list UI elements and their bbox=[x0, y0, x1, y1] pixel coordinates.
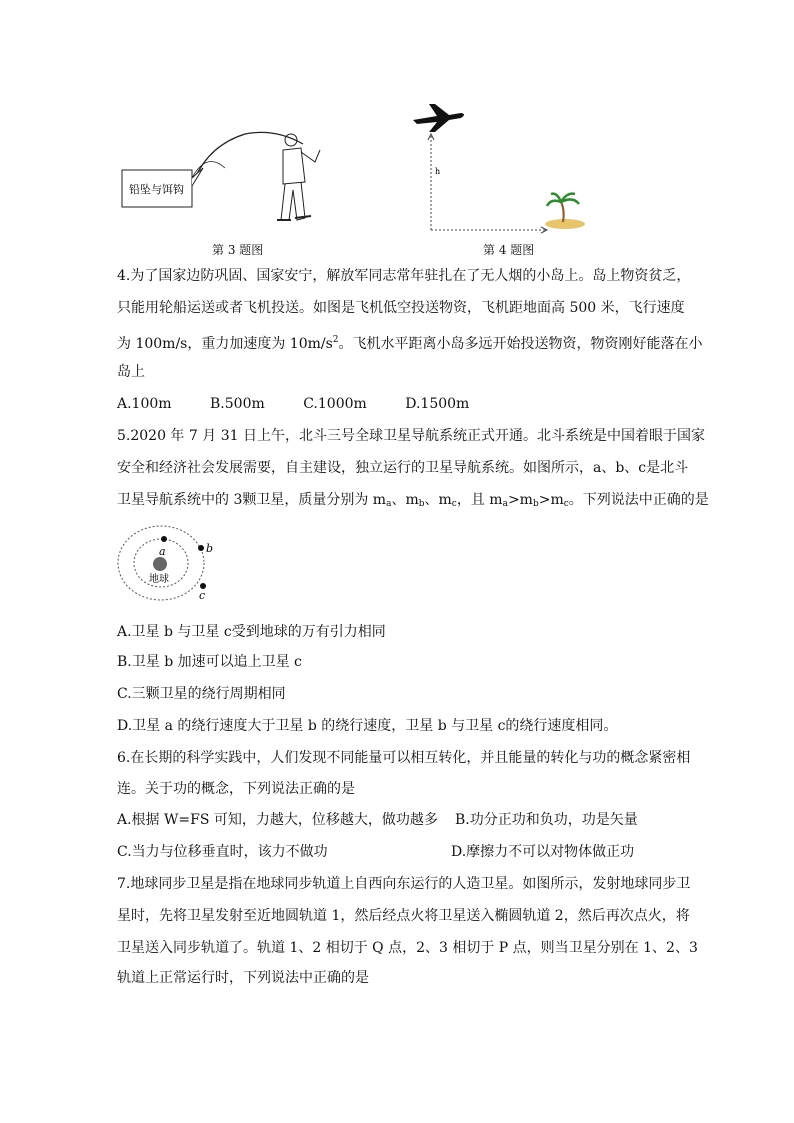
q5-option-b: B.卫星 b 加速可以追上卫星 c bbox=[117, 654, 302, 670]
q5-orbit-figure bbox=[115, 522, 220, 604]
figure-4-plane-island bbox=[405, 98, 595, 238]
island-icon bbox=[545, 194, 585, 229]
q5-line-3: 卫星导航系统中的 3颗卫星，质量分别为 $m_a$、$m_b$、$m_c$，且 $m_a>m_b>m_c$。下列说法中正确的是 bbox=[117, 492, 709, 509]
q5-line-1: 5.2020 年 7 月 31 日上午，北斗三号全球卫星导航系统正式开通。北斗系统是中国着眼于国家 bbox=[117, 428, 705, 444]
q4-option-a: A.100m bbox=[117, 396, 172, 412]
earth-icon bbox=[153, 557, 167, 571]
q6-option-a: A.根据 W=FS 可知，力越大，位移越大，做功越多 bbox=[117, 812, 438, 828]
q5-line-2: 安全和经济社会发展需要，自主建设，独立运行的卫星导航系统。如图所示，a、b、c是北斗 bbox=[117, 460, 689, 476]
airplane-icon bbox=[413, 104, 464, 132]
q4-line-2: 只能用轮船运送或者飞机投送。如图是飞机低空投送物资，飞机距地面高 500 米，飞行速度 bbox=[117, 300, 685, 316]
satellite-a-label: a bbox=[159, 545, 166, 558]
q4-option-c: C.1000m bbox=[303, 396, 367, 412]
q6-option-c: C.当力与位移垂直时，该力不做功 bbox=[117, 844, 328, 860]
satellite-b-label: b bbox=[206, 542, 214, 555]
q7-line-4: 轨道上正常运行时，下列说法中正确的是 bbox=[117, 970, 369, 986]
q6-option-b: B.功分正功和负功，功是矢量 bbox=[455, 812, 638, 828]
q6-line-2: 连。关于功的概念，下列说法正确的是 bbox=[117, 781, 355, 797]
q5-option-a: A.卫星 b 与卫星 c受到地球的万有引力相同 bbox=[117, 624, 386, 640]
satellite-a bbox=[161, 536, 167, 542]
q4-line-3: 为 100m/s，重力加速度为 $10m/s^2$。飞机水平距离小岛多远开始投送物资，物资刚好能落在小 bbox=[117, 335, 703, 352]
q6-option-d: D.摩擦力不可以对物体做正功 bbox=[451, 844, 635, 860]
figure-4-h-label: h bbox=[435, 167, 441, 176]
q6-line-1: 6.在长期的科学实践中，人们发现不同能量可以相互转化，并且能量的转化与功的概念紧密相 bbox=[117, 750, 691, 766]
q7-line-1: 7.地球同步卫星是指在地球同步轨道上自西向东运行的人造卫星。如图所示，发射地球同步卫 bbox=[117, 876, 691, 892]
satellite-c-label: c bbox=[199, 589, 206, 602]
q7-line-3: 卫星送入同步轨道了。轨道 1、2 相切于 Q 点，2、3 相切于 P 点，则当卫星分别在 1、2、3 bbox=[117, 940, 698, 956]
q7-line-2: 星时，先将卫星发射至近地圆轨道 1，然后经点火将卫星送入椭圆轨道 2，然后再次点火，将 bbox=[117, 908, 690, 924]
q4-option-b: B.500m bbox=[210, 396, 265, 412]
q4-option-d: D.1500m bbox=[405, 396, 470, 412]
q4-options bbox=[117, 394, 503, 414]
q4-line-4: 岛上 bbox=[117, 364, 145, 380]
q4-line-1: 4.为了国家边防巩固、国家安宁，解放军同志常年驻扎在了无人烟的小岛上。岛上物资贫乏， bbox=[117, 268, 691, 284]
figure-4-caption: 第 4 题图 bbox=[483, 243, 535, 257]
q5-option-d: D.卫星 a 的绕行速度大于卫星 b 的绕行速度，卫星 b 与卫星 c的绕行速度相同。 bbox=[117, 718, 618, 734]
earth-label: 地球 bbox=[149, 574, 169, 585]
q5-option-c: C.三颗卫星的绕行周期相同 bbox=[117, 686, 286, 702]
figure-3-label-box: 铅坠与饵钩 bbox=[129, 184, 184, 196]
figure-3-caption: 第 3 题图 bbox=[212, 243, 264, 257]
figure-3-fishing bbox=[115, 120, 340, 230]
satellite-b bbox=[198, 545, 204, 551]
